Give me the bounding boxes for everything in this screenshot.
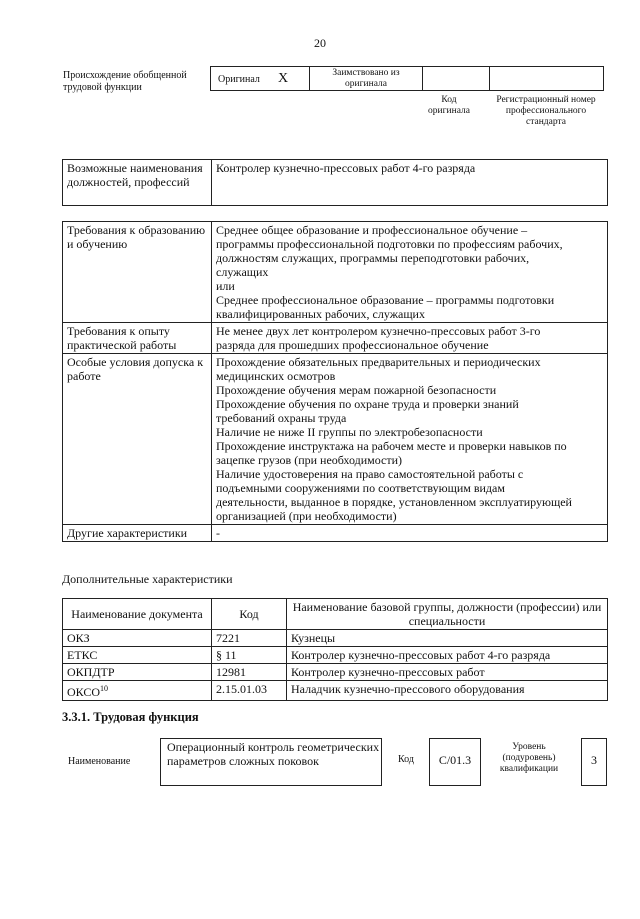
page-number: 20: [314, 36, 326, 50]
header-doc: Наименование документа: [63, 599, 212, 630]
function-code-box: [429, 738, 481, 786]
education-label: Требования к образованию и обучению: [63, 222, 212, 323]
okso-label: ОКСО: [67, 685, 101, 699]
additional-table: [62, 598, 608, 701]
origin-reg-caption: Регистрационный номер профессионального стандарта: [496, 95, 596, 127]
function-code-value: C/01.3: [438, 753, 472, 767]
origin-mark: X: [278, 71, 289, 86]
row-name: Контролер кузнечно-прессовых работ: [287, 664, 608, 681]
row-doc: ЕТКС: [63, 647, 212, 664]
names-table: [62, 159, 608, 206]
row-doc: ОКПДТР: [63, 664, 212, 681]
admission-line: Прохождение инструктажа на рабочем месте и проверки навыков по: [216, 439, 567, 453]
function-title: 3.3.1. Трудовая функция: [62, 710, 199, 724]
row-doc: [63, 681, 212, 701]
origin-original-label: Оригинал: [218, 74, 260, 85]
additional-title: Дополнительные характеристики: [62, 572, 233, 586]
admission-line: подъемными сооружениями по соответствующим видам: [216, 481, 505, 495]
education-line: должностям служащих, программы переподготовки рабочих,: [216, 251, 530, 265]
other-value: -: [212, 525, 608, 542]
admission-line: медицинских осмотров: [216, 369, 336, 383]
education-line: программы профессиональной подготовки по профессиям рабочих,: [216, 237, 563, 251]
admission-line: деятельности, выданное в порядке, установленном эксплуатирующей: [216, 495, 572, 509]
experience-value: [212, 323, 608, 354]
names-label: Возможные наименования должностей, профессий: [63, 160, 212, 206]
education-line: служащих: [216, 265, 269, 279]
admission-label: Особые условия допуска к работе: [63, 354, 212, 525]
admission-line: зацепке грузов (при необходимости): [216, 453, 403, 467]
function-level-value: 3: [591, 753, 597, 767]
admission-line: Наличие удостоверения на право самостоятельной работы с: [216, 467, 524, 481]
row-name: Кузнецы: [287, 630, 608, 647]
origin-borrowed-cell: [309, 66, 423, 91]
experience-label: Требования к опыту практической работы: [63, 323, 212, 354]
row-code: 7221: [212, 630, 287, 647]
okso-footnote: 10: [100, 684, 109, 693]
origin-label: Происхождение обобщенной трудовой функции: [63, 70, 187, 93]
requirements-table: [62, 221, 608, 542]
table-row: [63, 647, 608, 664]
header-name: Наименование базовой группы, должности (профессии) или специальности: [287, 599, 608, 630]
education-line: или: [216, 279, 235, 293]
table-row: [63, 681, 608, 701]
function-name-box: [160, 738, 382, 786]
admission-line: Прохождение обучения по охране труда и проверки знаний: [216, 397, 519, 411]
function-level-box: [581, 738, 607, 786]
education-line: квалифицированных рабочих, служащих: [216, 307, 425, 321]
origin-code-caption: Код оригинала: [428, 95, 470, 116]
function-code-label: Код: [398, 754, 414, 765]
names-value: Контролер кузнечно-прессовых работ 4-го разряда: [212, 160, 608, 206]
education-value: [212, 222, 608, 323]
admission-line: Прохождение обучения мерам пожарной безопасности: [216, 383, 497, 397]
header-code: Код: [212, 599, 287, 630]
function-name-value: Операционный контроль геометрических параметров сложных поковок: [167, 740, 380, 768]
row-code: 12981: [212, 664, 287, 681]
function-name-label: Наименование: [68, 756, 131, 767]
admission-line: организацией (при необходимости): [216, 509, 397, 523]
origin-original-cell: [210, 66, 310, 91]
admission-line: требований охраны труда: [216, 411, 347, 425]
origin-borrowed-label: Заимствовано из оригинала: [332, 68, 400, 89]
admission-line: Прохождение обязательных предварительных и периодических: [216, 355, 541, 369]
row-code: 2.15.01.03: [212, 681, 287, 701]
education-line: Среднее профессиональное образование – программы подготовки: [216, 293, 555, 307]
experience-line: разряда для прошедших профессиональное обучение: [216, 338, 489, 352]
origin-code-cell: [422, 66, 490, 91]
table-row: [63, 664, 608, 681]
experience-line: Не менее двух лет контролером кузнечно-прессовых работ 3-го: [216, 324, 541, 338]
row-doc: ОКЗ: [63, 630, 212, 647]
admission-line: Наличие не ниже II группы по электробезопасности: [216, 425, 483, 439]
row-name: Наладчик кузнечно-прессового оборудования: [287, 681, 608, 701]
table-row: [63, 630, 608, 647]
row-name: Контролер кузнечно-прессовых работ 4-го разряда: [287, 647, 608, 664]
other-label: Другие характеристики: [63, 525, 212, 542]
row-code: § 11: [212, 647, 287, 664]
origin-table: [210, 66, 604, 91]
admission-value: [212, 354, 608, 525]
education-line: Среднее общее образование и профессиональное обучение –: [216, 223, 528, 237]
function-level-label: Уровень (подуровень) квалификации: [499, 742, 559, 774]
